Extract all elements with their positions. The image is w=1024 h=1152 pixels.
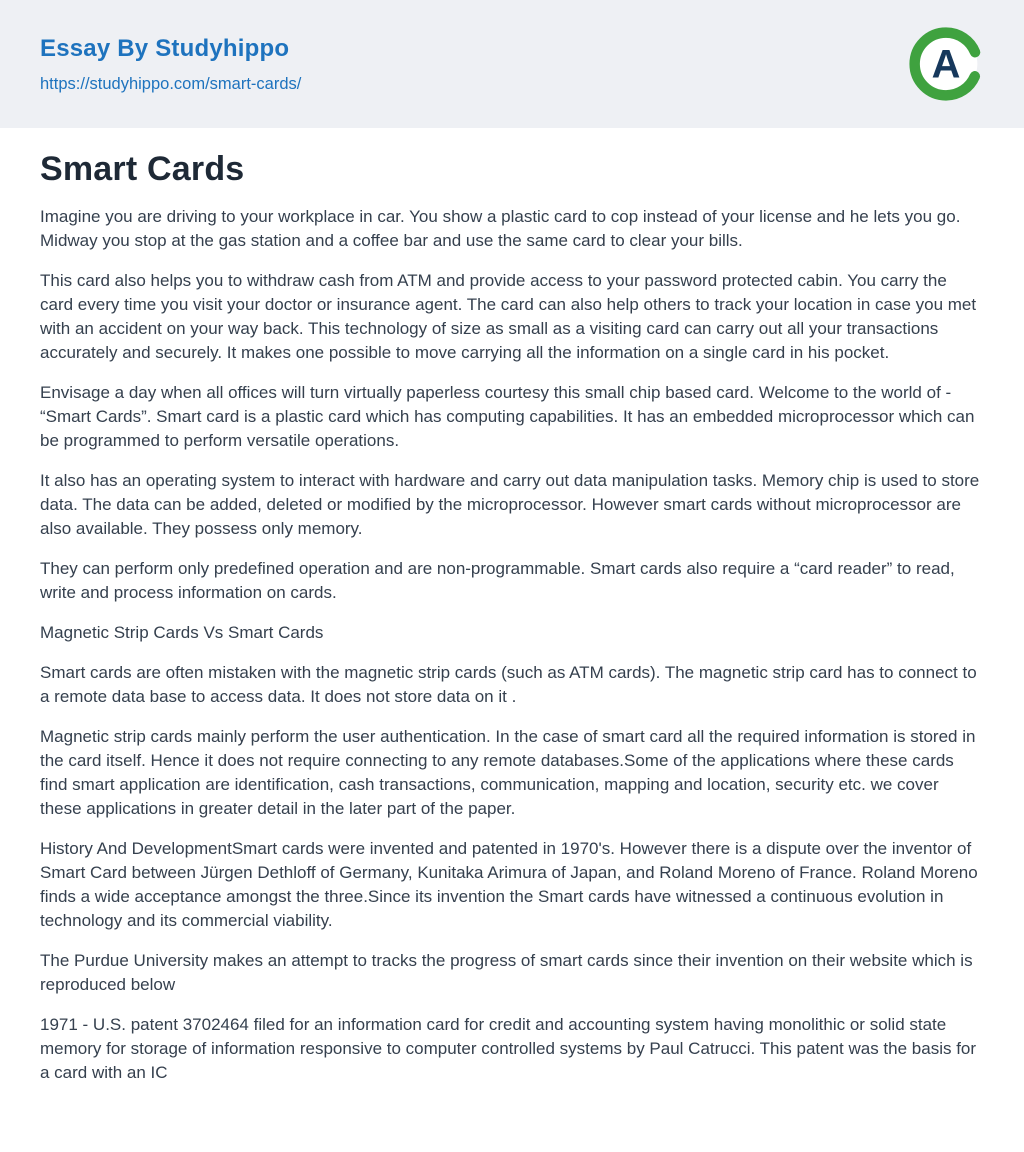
article-title: Smart Cards	[40, 150, 245, 188]
site-title: Essay By Studyhippo	[40, 34, 290, 62]
article-paragraph: It also has an operating system to interact with hardware and carry out data manipulation tasks. Memory chip is used to store data. The data can be added, deleted or modified by the microprocessor. However smart cards without microprocessor are also available. They possess only memory.	[40, 471, 980, 538]
header-text-block	[40, 35, 301, 94]
article-paragraph: They can perform only predefined operation and are non-programmable. Smart cards also require a “card reader” to read, write and process information on cards.	[40, 559, 955, 602]
article-paragraph: Envisage a day when all offices will turn virtually paperless courtesy this small chip based card. Welcome to the world of - “Smart Cards”. Smart card is a plastic card which has computing capabilities. It has an embedded microprocessor which can be programmed to perform versatile operations.	[40, 383, 975, 450]
site-header	[0, 0, 1024, 128]
article	[0, 128, 1024, 1085]
article-paragraph: Magnetic strip cards mainly perform the user authentication. In the case of smart card all the required information is stored in the card itself. Hence it does not require connecting to any remote databases.Some of the applications where these cards find smart application are identification, cash transactions, communication, mapping and location, security etc. we cover these applications in greater detail in the later part of the paper.	[40, 727, 976, 818]
article-paragraph: Imagine you are driving to your workplace in car. You show a plastic card to cop instead of your license and he lets you go. Midway you stop at the gas station and a coffee bar and use the same card to clear your bills.	[40, 207, 961, 250]
article-section-heading: Magnetic Strip Cards Vs Smart Cards	[40, 623, 324, 642]
studyhippo-logo-icon	[908, 26, 984, 102]
article-paragraph: The Purdue University makes an attempt to tracks the progress of smart cards since their invention on their website which is reproduced below	[40, 951, 973, 994]
article-paragraph: 1971 - U.S. patent 3702464 filed for an information card for credit and accounting system having monolithic or solid state memory for storage of information responsive to computer controlled systems by Paul Catrucci. This patent was the basis for a card with an IC	[40, 1015, 977, 1082]
article-paragraph: History And DevelopmentSmart cards were invented and patented in 1970's. However there is a dispute over the inventor of Smart Card between Jürgen Dethloff of Germany, Kunitaka Arimura of Japan, and Roland Moreno of France. Roland Moreno finds a wide acceptance amongst the three.Since its invention the Smart cards have witnessed a continuous evolution in technology and its commercial viability.	[40, 839, 978, 930]
logo-letter: A	[931, 42, 961, 87]
article-paragraph: This card also helps you to withdraw cash from ATM and provide access to your password protected cabin. You carry the card every time you visit your doctor or insurance agent. The card can also help others to track your location in case you met with an accident on your way back. This technology of size as small as a visiting card can carry out all your transactions accurately and securely. It makes one possible to move carrying all the information on a single card in his pocket.	[40, 271, 977, 362]
source-url-link[interactable]: https://studyhippo.com/smart-cards/	[40, 74, 302, 93]
article-paragraph: Smart cards are often mistaken with the magnetic strip cards (such as ATM cards). The magnetic strip card has to connect to a remote data base to access data. It does not store data on it .	[40, 663, 977, 706]
